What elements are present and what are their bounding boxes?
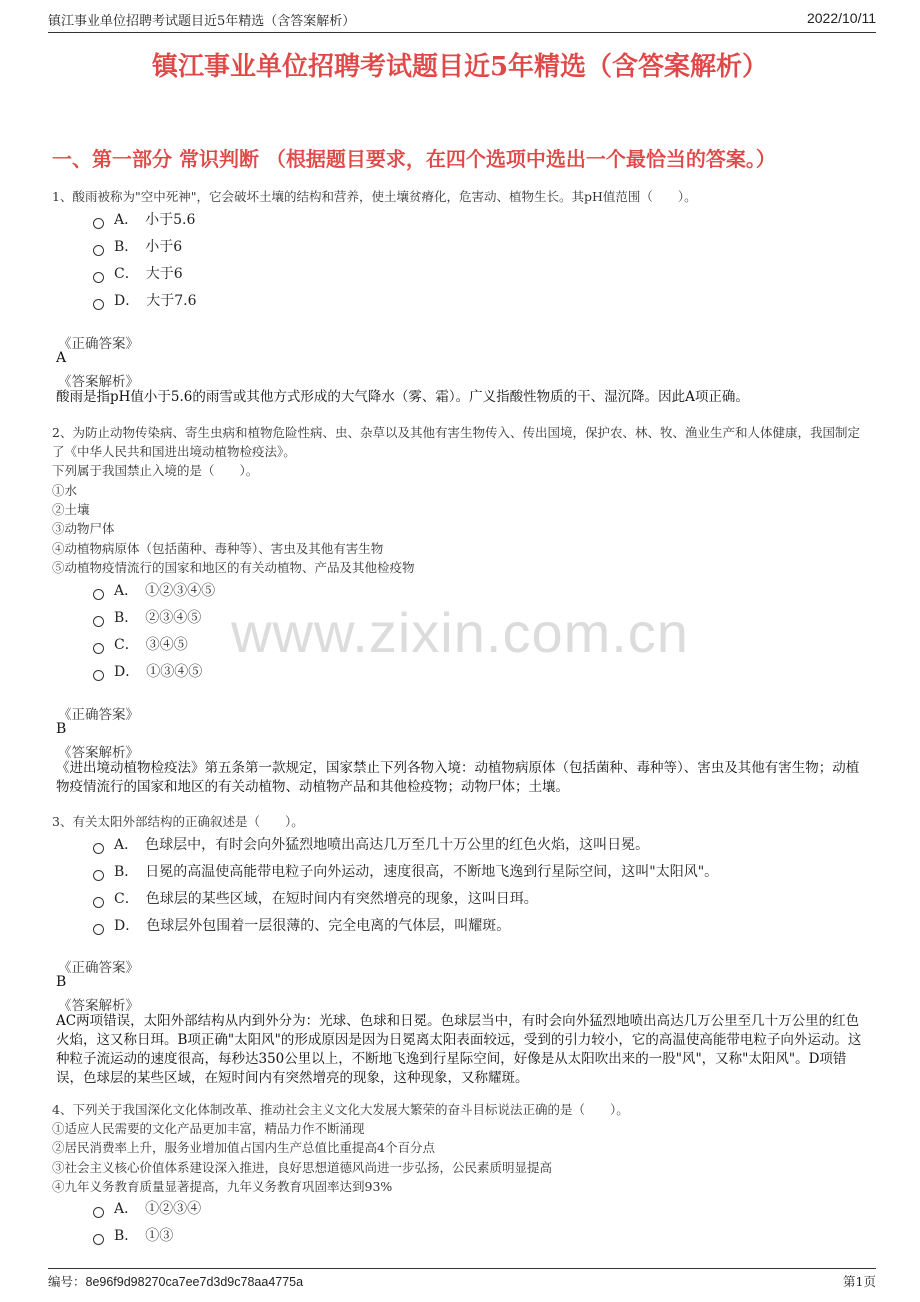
question-3-option-c[interactable] [93, 888, 538, 908]
question-2-item: ④动植物病原体（包括菌种、毒种等）、害虫及其他有害生物 [52, 541, 384, 556]
explanation-label: 《答案解析》 [58, 374, 139, 390]
document-title: 镇江事业单位招聘考试题目近5年精选（含答案解析） [151, 52, 769, 82]
question-2-option-a[interactable] [93, 580, 215, 600]
option-text: D． 大于7.6 [114, 293, 197, 309]
radio-icon[interactable] [93, 589, 104, 600]
question-3-answer: B [56, 974, 67, 990]
question-2-item: ②土壤 [52, 502, 90, 517]
question-2-item: ③动物尸体 [52, 521, 115, 536]
question-4-option-b[interactable] [93, 1225, 173, 1245]
radio-icon[interactable] [93, 843, 104, 854]
explanation-label: 《答案解析》 [58, 745, 139, 761]
option-text: A． 小于5.6 [114, 212, 196, 228]
question-2-option-c[interactable] [93, 634, 188, 654]
option-text: D． 色球层外包围着一层很薄的、完全电离的气体层，叫耀斑。 [114, 918, 511, 934]
watermark: www.zixin.com.cn [231, 601, 689, 664]
question-3-option-d[interactable] [93, 915, 510, 935]
question-2-explanation: 《进出境动植物检疫法》第五条第一款规定，国家禁止下列各物入境：动植物病原体（包括菌种、毒种等）、害虫及其他有害生物；动植物疫情流行的国家和地区的有关动植物、动植物产品和其他检疫物；动物尸体；土壤。 [56, 760, 860, 795]
radio-icon[interactable] [93, 299, 104, 310]
page-footer [48, 1268, 876, 1290]
radio-icon[interactable] [93, 1207, 104, 1218]
question-2-answer: B [56, 721, 67, 737]
option-text: D． ①③④⑤ [114, 664, 203, 680]
question-1-option-a[interactable] [93, 209, 195, 229]
question-4-item: ③社会主义核心价值体系建设深入推进，良好思想道德风尚进一步弘扬，公民素质明显提高 [52, 1160, 553, 1175]
option-text: C． ③④⑤ [114, 637, 188, 653]
question-1-option-d[interactable] [93, 290, 197, 310]
option-text: B． ②③④⑤ [114, 610, 202, 626]
radio-icon[interactable] [93, 1234, 104, 1245]
question-2-stem: 2、为防止动物传染病、寄生虫病和植物危险性病、虫、杂草以及其他有害生物传入、传出国境，保护农、林、牧、渔业生产和人体健康，我国制定了《中华人民共和国进出境动植物检疫法》。 [52, 425, 860, 459]
question-2-sub: 下列属于我国禁止入境的是（ ）。 [52, 463, 259, 478]
question-4-stem: 4、下列关于我国深化文化体制改革、推动社会主义文化大发展大繁荣的奋斗目标说法正确的是（ ）。 [52, 1102, 629, 1117]
page-number: 第1页 [843, 1274, 876, 1289]
question-2-option-d[interactable] [93, 661, 202, 681]
radio-icon[interactable] [93, 616, 104, 627]
correct-answer-label: 《正确答案》 [58, 960, 139, 976]
header-date: 2022/10/11 [806, 10, 876, 26]
option-text: B． 日冕的高温使高能带电粒子向外运动，速度很高，不断地飞逸到行星际空间，这叫"太阳风"。 [114, 864, 719, 880]
question-4-option-a[interactable] [93, 1198, 201, 1218]
question-4-item: ②居民消费率上升，服务业增加值占国内生产总值比重提高4个百分点 [52, 1140, 435, 1155]
option-text: B． ①③ [114, 1228, 174, 1244]
radio-icon[interactable] [93, 870, 104, 881]
correct-answer-label: 《正确答案》 [58, 707, 139, 723]
radio-icon[interactable] [93, 272, 104, 283]
option-text: B． 小于6 [114, 239, 183, 255]
question-2-item: ⑤动植物疫情流行的国家和地区的有关动植物、产品及其他检疫物 [52, 560, 415, 575]
document-code: 编号：8e96f9d98270ca7ee7d3d9c78aa4775a [48, 1275, 304, 1289]
question-1-explanation: 酸雨是指pH值小于5.6的雨雪或其他方式形成的大气降水（雾、霜）。广义指酸性物质的干、湿沉降。因此A项正确。 [56, 389, 749, 405]
radio-icon[interactable] [93, 897, 104, 908]
question-4-item: ①适应人民需要的文化产品更加丰富，精品力作不断涌现 [52, 1121, 365, 1136]
question-3-option-a[interactable] [93, 834, 649, 854]
explanation-label: 《答案解析》 [58, 998, 139, 1014]
option-text: C． 色球层的某些区域，在短时间内有突然增亮的现象，这叫日珥。 [114, 891, 538, 907]
radio-icon[interactable] [93, 218, 104, 229]
question-2-option-b[interactable] [93, 607, 201, 627]
correct-answer-label: 《正确答案》 [58, 336, 139, 352]
option-text: A． ①②③④ [114, 1201, 202, 1217]
header-doc-title: 镇江事业单位招聘考试题目近5年精选（含答案解析） [48, 14, 356, 29]
question-1-option-c[interactable] [93, 263, 183, 283]
option-text: A． 色球层中，有时会向外猛烈地喷出高达几万至几十万公里的红色火焰，这叫日冕。 [114, 837, 650, 853]
page-header [48, 10, 876, 33]
radio-icon[interactable] [93, 245, 104, 256]
question-1-answer: A [56, 350, 67, 366]
question-2-item: ①水 [52, 483, 78, 498]
option-text: A． ①②③④⑤ [114, 583, 216, 599]
section-title: 一、第一部分 常识判断 （根据题目要求，在四个选项中选出一个最恰当的答案。） [52, 147, 776, 171]
question-3-explanation: AC两项错误，太阳外部结构从内到外分为：光球、色球和日冕。色球层当中，有时会向外猛烈地喷出高达几万公里至几十万公里的红色火焰，这又称日珥。B项正确"太阳风"的形成原因是因为日冕离太阳表面较远，受到的引力较小，它的高温使高能带电粒子向外运动。这种粒子流运动的速度很高，每秒达350公里以上，不断地飞逸到行星际空间，好像是从太阳吹出来的一股"风"，又称"太阳风"。D项错误，色球层的某些区域，在短时间内有突然增亮的现象，这种现象，又称耀斑。 [56, 1013, 862, 1086]
radio-icon[interactable] [93, 670, 104, 681]
question-4-item: ④九年义务教育质量显著提高，九年义务教育巩固率达到93% [52, 1179, 393, 1194]
question-3-stem: 3、有关太阳外部结构的正确叙述是（ ）。 [52, 814, 304, 829]
radio-icon[interactable] [93, 924, 104, 935]
question-1-stem: 1、酸雨被称为"空中死神"，它会破坏土壤的结构和营养，使土壤贫瘠化，危害动、植物生长。其pH值范围（ ）。 [52, 189, 697, 204]
option-text: C． 大于6 [114, 266, 183, 282]
radio-icon[interactable] [93, 643, 104, 654]
question-3-option-b[interactable] [93, 861, 718, 881]
question-1-option-b[interactable] [93, 236, 182, 256]
